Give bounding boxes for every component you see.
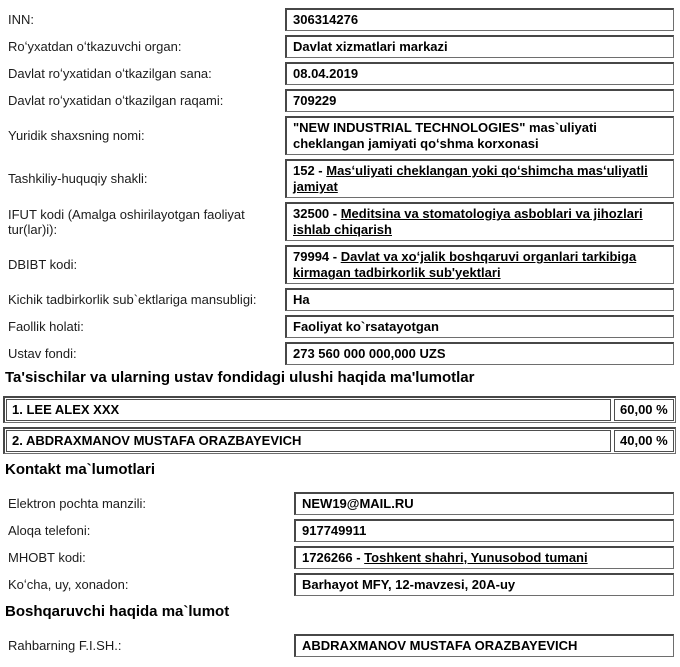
field-value-box: [285, 202, 674, 241]
founder-row: [3, 427, 676, 454]
code-prefix: 32500 -: [293, 206, 341, 221]
field-value-box: NEW19@MAIL.RU: [294, 492, 674, 515]
field-value-box: Barhayot MFY, 12-mavzesi, 20A-uy: [294, 573, 674, 596]
field-label: Rahbarning F.I.SH.:: [8, 638, 122, 653]
field-value-box: [294, 546, 674, 569]
legal-form-link[interactable]: Masʻuliyati cheklangan yoki qoʻshimcha masʻuliyatli jamiyat: [293, 163, 648, 194]
field-director-name: [8, 634, 674, 657]
code-prefix: 152 -: [293, 163, 327, 178]
field-value-box: ABDRAXMANOV MUSTAFA ORAZBAYEVICH: [294, 634, 674, 657]
field-inn: [8, 8, 674, 31]
field-address: [8, 573, 674, 596]
field-value-box: Davlat xizmatlari markazi: [285, 35, 674, 58]
field-label: DBIBT kodi:: [8, 257, 78, 272]
field-small-business: [8, 288, 674, 311]
field-value-box: 709229: [285, 89, 674, 112]
field-charter-fund: [8, 342, 674, 365]
field-ifut-code: [8, 202, 674, 241]
ifut-activity-link[interactable]: Meditsina va stomatologiya asboblari va jihozlari ishlab chiqarish: [293, 206, 643, 237]
founders-section-heading: Ta'sischilar va ularning ustav fondidagi ulushi haqida ma'lumotlar: [5, 369, 475, 386]
field-label: Faollik holati:: [8, 319, 84, 334]
field-registration-number: [8, 89, 674, 112]
field-email: [8, 492, 674, 515]
field-activity-status: [8, 315, 674, 338]
field-label: Aloqa telefoni:: [8, 523, 91, 538]
field-label: INN:: [8, 12, 34, 27]
field-value-box: [285, 245, 674, 284]
field-label: Ustav fondi:: [8, 346, 77, 361]
manager-section-heading: Boshqaruvchi haqida ma`lumot: [5, 603, 230, 620]
field-registration-date: [8, 62, 674, 85]
field-dbibt-code: [8, 245, 674, 284]
field-value-box: 273 560 000 000,000 UZS: [285, 342, 674, 365]
field-value-box: [285, 159, 674, 198]
code-prefix: 79994 -: [293, 249, 341, 264]
field-value-box: Ha: [285, 288, 674, 311]
field-phone: [8, 519, 674, 542]
contact-section-heading: Kontakt ma`lumotlari: [5, 461, 156, 478]
field-mhobt-code: [8, 546, 674, 569]
field-label: Yuridik shaxsning nomi:: [8, 128, 145, 143]
field-legal-name: [8, 116, 674, 155]
field-label: Kichik tadbirkorlik sub`ektlariga mansubligi:: [8, 292, 257, 307]
founder-row: [3, 396, 676, 423]
founder-name: 1. LEE ALEX XXX: [6, 399, 611, 421]
field-label: Roʻyxatdan oʻtkazuvchi organ:: [8, 39, 182, 54]
field-value-box: 306314276: [285, 8, 674, 31]
field-value-box: Faoliyat ko`rsatayotgan: [285, 315, 674, 338]
code-prefix: 1726266 -: [302, 550, 365, 565]
field-label: MHOBT kodi:: [8, 550, 86, 565]
field-label: Elektron pochta manzili:: [8, 496, 147, 511]
field-label: Davlat roʻyxatidan oʻtkazilgan sana:: [8, 66, 212, 81]
field-label: Koʻcha, uy, xonadon:: [8, 577, 129, 592]
mhobt-link[interactable]: Toshkent shahri, Yunusobod tumani: [364, 550, 588, 565]
field-value-box: 917749911: [294, 519, 674, 542]
field-legal-form: [8, 159, 674, 198]
founder-name: 2. ABDRAXMANOV MUSTAFA ORAZBAYEVICH: [6, 430, 611, 452]
founder-share: 40,00 %: [614, 430, 674, 452]
dbibt-link[interactable]: Davlat va xoʻjalik boshqaruvi organlari tarkibiga kirmagan tadbirkorlik sub'yektlari: [293, 249, 637, 280]
field-label: IFUT kodi (Amalga oshirilayotgan faoliyat tur(lar)i):: [8, 206, 245, 237]
field-label: Davlat roʻyxatidan oʻtkazilgan raqami:: [8, 93, 224, 108]
field-registering-organ: [8, 35, 674, 58]
founder-share: 60,00 %: [614, 399, 674, 421]
field-label: Tashkiliy-huquqiy shakli:: [8, 171, 148, 186]
field-value-box: "NEW INDUSTRIAL TECHNOLOGIES" mas`uliyati cheklangan jamiyati qoʻshma korxonasi: [285, 116, 674, 155]
field-value-box: 08.04.2019: [285, 62, 674, 85]
